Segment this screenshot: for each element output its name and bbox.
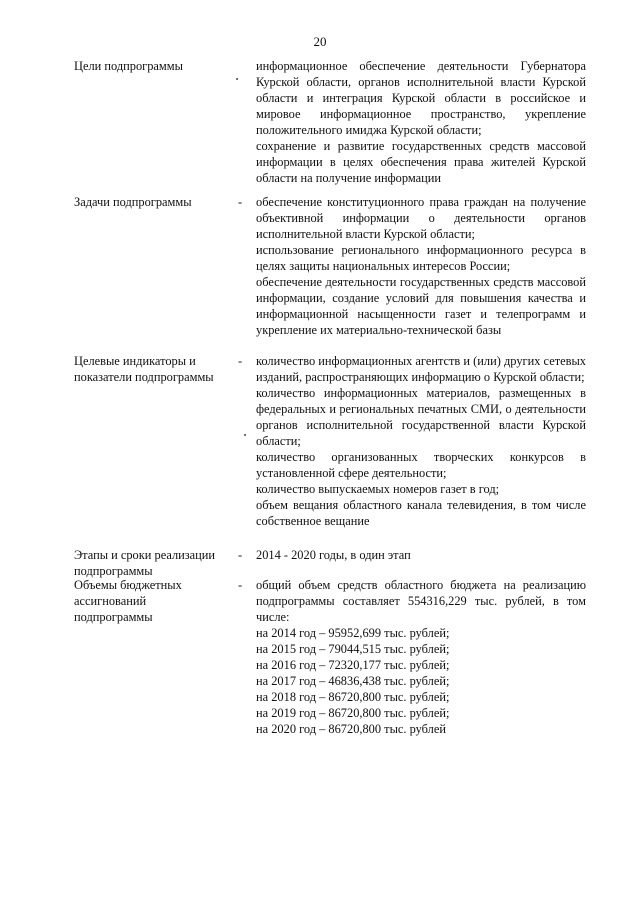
page-number: 20: [313, 34, 327, 49]
indicators-paragraph: количество информационных агентств и (или) других сетевых изданий, распространяющих информацию о Курской области;: [256, 354, 586, 384]
budget-year-item: на 2016 год – 72320,177 тыс. рублей;: [256, 658, 450, 672]
goals-paragraph: информационное обеспечение деятельности Губернатора Курской области, органов исполнительной власти Курской области и интеграция Курской области в российское и мировое информационное пространство, укрепление положительного имиджа Курской области;: [256, 59, 586, 137]
budget-dash: -: [238, 578, 243, 592]
tasks-paragraph: обеспечение деятельности государственных средств массовой информации, создание условий для повышения качества и информационной насыщенности газет и телепрограмм и укрепление их материально-технической базы: [256, 275, 586, 337]
budget-year-item: на 2015 год – 79044,515 тыс. рублей;: [256, 642, 450, 656]
budget-year-item: на 2018 год – 86720,800 тыс. рублей;: [256, 690, 450, 704]
tasks-label: Задачи подпрограммы: [74, 195, 192, 209]
budget-content: [256, 577, 586, 737]
indicators-paragraph: количество информационных материалов, размещенных в федеральных и региональных печатных СМИ, о деятельности органов исполнительной государственной власти Курской области;: [256, 386, 586, 448]
budget-year-item: на 2020 год – 86720,800 тыс. рублей: [256, 722, 446, 736]
indicators-content: [256, 353, 586, 529]
budget-year-item: на 2017 год – 46836,438 тыс. рублей;: [256, 674, 450, 688]
indicators-label: Целевые индикаторы и показатели подпрограммы: [74, 354, 214, 384]
budget-year-item: на 2019 год – 86720,800 тыс. рублей;: [256, 706, 450, 720]
indicators-dash: -: [238, 354, 243, 368]
scan-speck: [236, 78, 238, 80]
budget-year-item: на 2014 год – 95952,699 тыс. рублей;: [256, 626, 450, 640]
stages-dash: -: [238, 548, 243, 562]
budget-paragraph: общий объем средств областного бюджета на реализацию подпрограммы составляет 554316,229 тыс. рублей, в том числе:: [256, 578, 586, 624]
tasks-dash: -: [238, 195, 243, 209]
indicators-paragraph: количество выпускаемых номеров газет в год;: [256, 482, 500, 496]
tasks-paragraph: использование регионального информационного ресурса в целях защиты национальных интересов России;: [256, 243, 586, 273]
scan-speck: [244, 434, 246, 436]
stages-label: Этапы и сроки реализации подпрограммы: [74, 548, 216, 578]
stages-paragraph: 2014 - 2020 годы, в один этап: [256, 548, 411, 562]
goals-label: Цели подпрограммы: [74, 59, 183, 73]
indicators-paragraph: объем вещания областного канала телевидения, в том числе собственное вещание: [256, 498, 586, 528]
indicators-paragraph: количество организованных творческих конкурсов в установленной сфере деятельности;: [256, 450, 586, 480]
stages-content: [256, 547, 586, 563]
tasks-content: [256, 194, 586, 338]
goals-content: [256, 58, 586, 186]
goals-paragraph: сохранение и развитие государственных средств массовой информации в целях обеспечения права жителей Курской области на получение информации: [256, 139, 586, 185]
budget-label: Объемы бюджетных ассигнований подпрограммы: [74, 578, 182, 624]
tasks-paragraph: обеспечение конституционного права граждан на получение объективной информации о деятельности органов исполнительной власти Курской области;: [256, 195, 586, 241]
budget-years-list: [256, 625, 586, 737]
